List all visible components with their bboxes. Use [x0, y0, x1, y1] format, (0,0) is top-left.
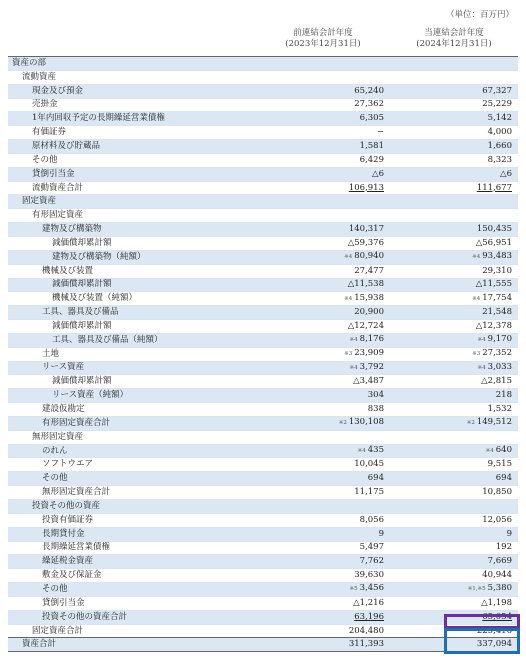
prev-year-value [264, 389, 390, 403]
table-row [8, 112, 518, 126]
amount: 9,515 [487, 459, 512, 470]
row-label: 資産の部 [8, 57, 264, 70]
amount: 6,305 [359, 113, 384, 124]
table-row [8, 375, 518, 389]
amount: 65,240 [354, 85, 384, 96]
unit-note: （単位：百万円） [445, 10, 514, 20]
prev-year-value [264, 264, 390, 278]
amount: 5,142 [487, 113, 512, 124]
row-label: その他 [8, 583, 264, 597]
prev-year-value [264, 98, 390, 112]
current-year-label: 当連結会計年度 [424, 28, 484, 38]
prev-year-value [264, 292, 390, 306]
prev-year-value [264, 569, 390, 583]
amount: 149,512 [476, 417, 512, 428]
current-year-value [390, 444, 518, 458]
table-row [8, 569, 518, 583]
current-year-value [390, 264, 518, 278]
amount: △6 [372, 168, 384, 179]
current-year-value [390, 292, 518, 306]
amount: 694 [495, 473, 512, 484]
row-label: 工具、器具及び備品（純額） [8, 333, 264, 347]
amount: 5,497 [359, 542, 384, 553]
prev-year-value [264, 347, 390, 361]
prev-year-value [264, 250, 390, 264]
amount: 11,175 [354, 487, 384, 498]
table-row [8, 250, 518, 264]
table-row [8, 264, 518, 278]
amount: 9,170 [487, 334, 512, 345]
table-row [8, 126, 518, 140]
amount: 8,056 [359, 514, 384, 525]
prev-year-value [264, 430, 390, 444]
prev-year-value [264, 126, 390, 140]
prev-year-value [264, 444, 390, 458]
row-label: 流動資産合計 [8, 181, 264, 195]
row-label: 減価償却累計額 [8, 278, 264, 292]
amount: 67,327 [482, 85, 512, 96]
amount: 7,669 [487, 556, 512, 567]
prev-year-value [264, 70, 390, 84]
current-year-value [390, 486, 518, 500]
row-label: リース資産（純額） [8, 389, 264, 403]
footnote-marker: ※4 [357, 448, 366, 455]
current-year-value [390, 126, 518, 140]
table-row [8, 638, 518, 652]
amount: 140,317 [348, 224, 384, 235]
current-year-value [390, 153, 518, 167]
prev-year-value [264, 361, 390, 375]
table-row [8, 167, 518, 181]
current-year-value [390, 583, 518, 597]
table-row [8, 347, 518, 361]
amount: 27,362 [354, 99, 384, 110]
prev-year-value [264, 223, 390, 237]
amount: 10,045 [354, 459, 384, 470]
prev-year-value [264, 195, 390, 209]
amount: − [376, 127, 384, 138]
amount: 3,033 [487, 361, 512, 372]
prev-year-value [264, 596, 390, 610]
amount: 25,229 [482, 99, 512, 110]
table-row [8, 513, 518, 527]
amount: 6,429 [359, 154, 384, 165]
row-label: 投資有価証券 [8, 513, 264, 527]
amount: 5,380 [487, 583, 512, 594]
prev-year-value [264, 84, 390, 98]
footnote-marker: ※4 [485, 448, 494, 455]
table-row [8, 195, 518, 209]
current-year-value [390, 472, 518, 486]
row-label: のれん [8, 444, 264, 458]
table-row [8, 306, 518, 320]
prev-year-value [264, 140, 390, 154]
amount: 8,323 [487, 154, 512, 165]
current-year-value [390, 70, 518, 84]
table-row [8, 596, 518, 610]
row-label: 投資その他の資産 [8, 500, 264, 514]
amount: 9 [378, 528, 384, 539]
amount: 106,913 [348, 182, 384, 193]
table-row [8, 472, 518, 486]
amount: 4,000 [487, 127, 512, 138]
amount: 39,630 [354, 570, 384, 581]
table-row [8, 278, 518, 292]
row-label: 減価償却累計額 [8, 236, 264, 250]
table-row [8, 84, 518, 98]
current-year-value [390, 361, 518, 375]
prev-year-value [264, 416, 390, 430]
prev-year-value [264, 624, 390, 638]
footnote-marker: ※3 [472, 351, 481, 358]
row-label: 固定資産 [8, 195, 264, 209]
table-row [8, 458, 518, 472]
table-row [8, 57, 518, 70]
prev-year-value [264, 112, 390, 126]
row-label: 機械及び装置 [8, 264, 264, 278]
table-row [8, 223, 518, 237]
footnote-marker: ※3 [344, 351, 353, 358]
footnote-marker: ※4 [344, 254, 353, 261]
current-year-value [390, 98, 518, 112]
current-year-value [390, 236, 518, 250]
amount: △12,724 [347, 320, 384, 331]
prev-year-value [264, 527, 390, 541]
balance-sheet-table [8, 57, 518, 652]
table-row [8, 292, 518, 306]
amount: 435 [367, 445, 384, 456]
table-row [8, 444, 518, 458]
current-year-value [390, 112, 518, 126]
amount: 20,900 [354, 307, 384, 318]
current-year-value [390, 513, 518, 527]
amount: 337,094 [476, 639, 512, 650]
footnote-marker: ※2 [466, 420, 475, 427]
amount: △59,376 [347, 237, 384, 248]
current-year-value [390, 458, 518, 472]
row-label: ソフトウエア [8, 458, 264, 472]
row-label: 建物及び構築物 [8, 223, 264, 237]
amount: 8,176 [359, 334, 384, 345]
current-year-value [390, 555, 518, 569]
amount: 3,456 [359, 583, 384, 594]
prev-year-value [264, 306, 390, 320]
footnote-marker: ※1,※5 [467, 586, 486, 593]
table-row [8, 320, 518, 334]
amount: 1,660 [487, 140, 512, 151]
table-row [8, 610, 518, 624]
footnote-marker: ※4 [344, 295, 353, 302]
amount: 40,944 [482, 570, 512, 581]
amount: 204,480 [348, 625, 384, 636]
row-label: 長期貸付金 [8, 527, 264, 541]
table-row [8, 555, 518, 569]
amount: 640 [495, 445, 512, 456]
amount: 111,677 [476, 182, 512, 193]
prev-year-value [264, 320, 390, 334]
current-year-value [390, 57, 518, 70]
current-year-value [390, 541, 518, 555]
current-year-value [390, 223, 518, 237]
prev-year-value [264, 57, 390, 70]
highlight-box-total-assets [444, 625, 520, 654]
table-row [8, 140, 518, 154]
current-year-value [390, 403, 518, 417]
row-label: 資産合計 [8, 638, 264, 652]
row-label: その他 [8, 153, 264, 167]
amount: △6 [500, 168, 512, 179]
table-row [8, 153, 518, 167]
amount: 21,548 [482, 307, 512, 318]
row-label: 貸倒引当金 [8, 167, 264, 181]
amount: 311,393 [348, 639, 384, 650]
row-label: 1年内回収予定の長期繰延営業債権 [8, 112, 264, 126]
row-label: 土地 [8, 347, 264, 361]
footnote-marker: ※5 [349, 586, 358, 593]
amount: 7,762 [359, 556, 384, 567]
amount: 65,054 [482, 611, 512, 622]
current-year-header [390, 28, 518, 50]
current-year-value [390, 306, 518, 320]
current-year-value [390, 167, 518, 181]
table-row [8, 500, 518, 514]
current-year-value [390, 596, 518, 610]
row-label: 建物及び構築物（純額） [8, 250, 264, 264]
amount: 29,310 [482, 265, 512, 276]
row-label: 繰延税金資産 [8, 555, 264, 569]
table-row [8, 527, 518, 541]
row-label: 流動資産 [8, 70, 264, 84]
footnote-marker: ※4 [477, 364, 486, 371]
prev-year-value [264, 236, 390, 250]
row-label: 無形固定資産合計 [8, 486, 264, 500]
table-row [8, 624, 518, 638]
amount: △3,487 [353, 376, 384, 387]
current-year-date: (2024年12月31日) [416, 39, 492, 49]
amount: 192 [495, 542, 512, 553]
row-label: 減価償却累計額 [8, 375, 264, 389]
prev-year-value [264, 167, 390, 181]
amount: 15,938 [354, 292, 384, 303]
amount: 27,477 [354, 265, 384, 276]
amount: △1,216 [353, 597, 384, 608]
current-year-value [390, 375, 518, 389]
row-label: 有価証券 [8, 126, 264, 140]
table-row [8, 181, 518, 195]
table-row [8, 403, 518, 417]
amount: 225,416 [476, 625, 512, 636]
prev-year-value [264, 458, 390, 472]
amount: 1,532 [487, 404, 512, 415]
amount: 9 [506, 528, 512, 539]
amount: 694 [367, 473, 384, 484]
highlight-box-fixed-assets-total [444, 611, 520, 629]
current-year-value [390, 140, 518, 154]
current-year-value [390, 389, 518, 403]
current-year-value [390, 278, 518, 292]
current-year-value [390, 195, 518, 209]
footnote-marker: ※2 [338, 420, 347, 427]
prev-year-value [264, 486, 390, 500]
current-year-value [390, 500, 518, 514]
prev-year-value [264, 500, 390, 514]
footnote-marker: ※4 [472, 254, 481, 261]
current-year-value [390, 181, 518, 195]
prev-year-value [264, 541, 390, 555]
prev-year-value [264, 153, 390, 167]
row-label: 現金及び預金 [8, 84, 264, 98]
current-year-value [390, 416, 518, 430]
current-year-value [390, 209, 518, 223]
amount: 150,435 [476, 224, 512, 235]
amount: 93,483 [482, 251, 512, 262]
table-row [8, 416, 518, 430]
current-year-value [390, 320, 518, 334]
table-row [8, 541, 518, 555]
amount: 3,792 [359, 361, 384, 372]
footnote-marker: ※4 [349, 364, 358, 371]
prev-year-date: (2023年12月31日) [285, 39, 361, 49]
table-row [8, 361, 518, 375]
amount: 838 [367, 404, 384, 415]
table-row [8, 333, 518, 347]
amount: △2,815 [481, 376, 512, 387]
table-row [8, 583, 518, 597]
row-label: リース資産 [8, 361, 264, 375]
prev-year-value [264, 555, 390, 569]
amount: 23,909 [354, 348, 384, 359]
row-label: 減価償却累計額 [8, 320, 264, 334]
prev-year-header [262, 28, 384, 50]
amount: △11,538 [347, 279, 384, 290]
amount: 10,850 [482, 487, 512, 498]
footnote-marker: ※4 [477, 337, 486, 344]
prev-year-value [264, 333, 390, 347]
amount: 80,940 [354, 251, 384, 262]
prev-year-value [264, 375, 390, 389]
amount: 27,352 [482, 348, 512, 359]
current-year-value [390, 527, 518, 541]
row-label: 建設仮勘定 [8, 403, 264, 417]
footnote-marker: ※4 [349, 337, 358, 344]
current-year-value [390, 250, 518, 264]
amount: 17,754 [482, 292, 512, 303]
prev-year-value [264, 472, 390, 486]
prev-year-value [264, 209, 390, 223]
current-year-value [390, 430, 518, 444]
prev-year-value [264, 278, 390, 292]
current-year-value [390, 347, 518, 361]
amount: 218 [495, 390, 512, 401]
amount: 304 [367, 390, 384, 401]
row-label: 有形固定資産 [8, 209, 264, 223]
row-label: 敷金及び保証金 [8, 569, 264, 583]
row-label: 有形固定資産合計 [8, 416, 264, 430]
prev-year-value [264, 513, 390, 527]
prev-year-value [264, 403, 390, 417]
row-label: 売掛金 [8, 98, 264, 112]
amount: 63,196 [354, 611, 384, 622]
amount: △12,378 [475, 320, 512, 331]
row-label: 長期繰延営業債権 [8, 541, 264, 555]
prev-year-value [264, 638, 390, 652]
row-label: その他 [8, 472, 264, 486]
table-row [8, 209, 518, 223]
current-year-value [390, 333, 518, 347]
prev-year-value [264, 610, 390, 624]
current-year-value [390, 569, 518, 583]
prev-year-value [264, 181, 390, 195]
amount: △11,555 [475, 279, 512, 290]
table-row [8, 486, 518, 500]
footnote-marker: ※4 [472, 295, 481, 302]
row-label: 機械及び装置（純額） [8, 292, 264, 306]
amount: △56,951 [475, 237, 512, 248]
prev-year-value [264, 583, 390, 597]
prev-year-label: 前連結会計年度 [293, 28, 353, 38]
amount: 130,108 [348, 417, 384, 428]
table-row [8, 430, 518, 444]
table-row [8, 70, 518, 84]
amount: △1,198 [481, 597, 512, 608]
row-label: 原材料及び貯蔵品 [8, 140, 264, 154]
table-row [8, 236, 518, 250]
amount: 12,056 [482, 514, 512, 525]
table-row [8, 389, 518, 403]
current-year-value [390, 84, 518, 98]
row-label: 無形固定資産 [8, 430, 264, 444]
row-label: 投資その他の資産合計 [8, 610, 264, 624]
row-label: 固定資産合計 [8, 624, 264, 638]
table-row [8, 98, 518, 112]
row-label: 貸倒引当金 [8, 596, 264, 610]
amount: 1,581 [359, 140, 384, 151]
row-label: 工具、器具及び備品 [8, 306, 264, 320]
